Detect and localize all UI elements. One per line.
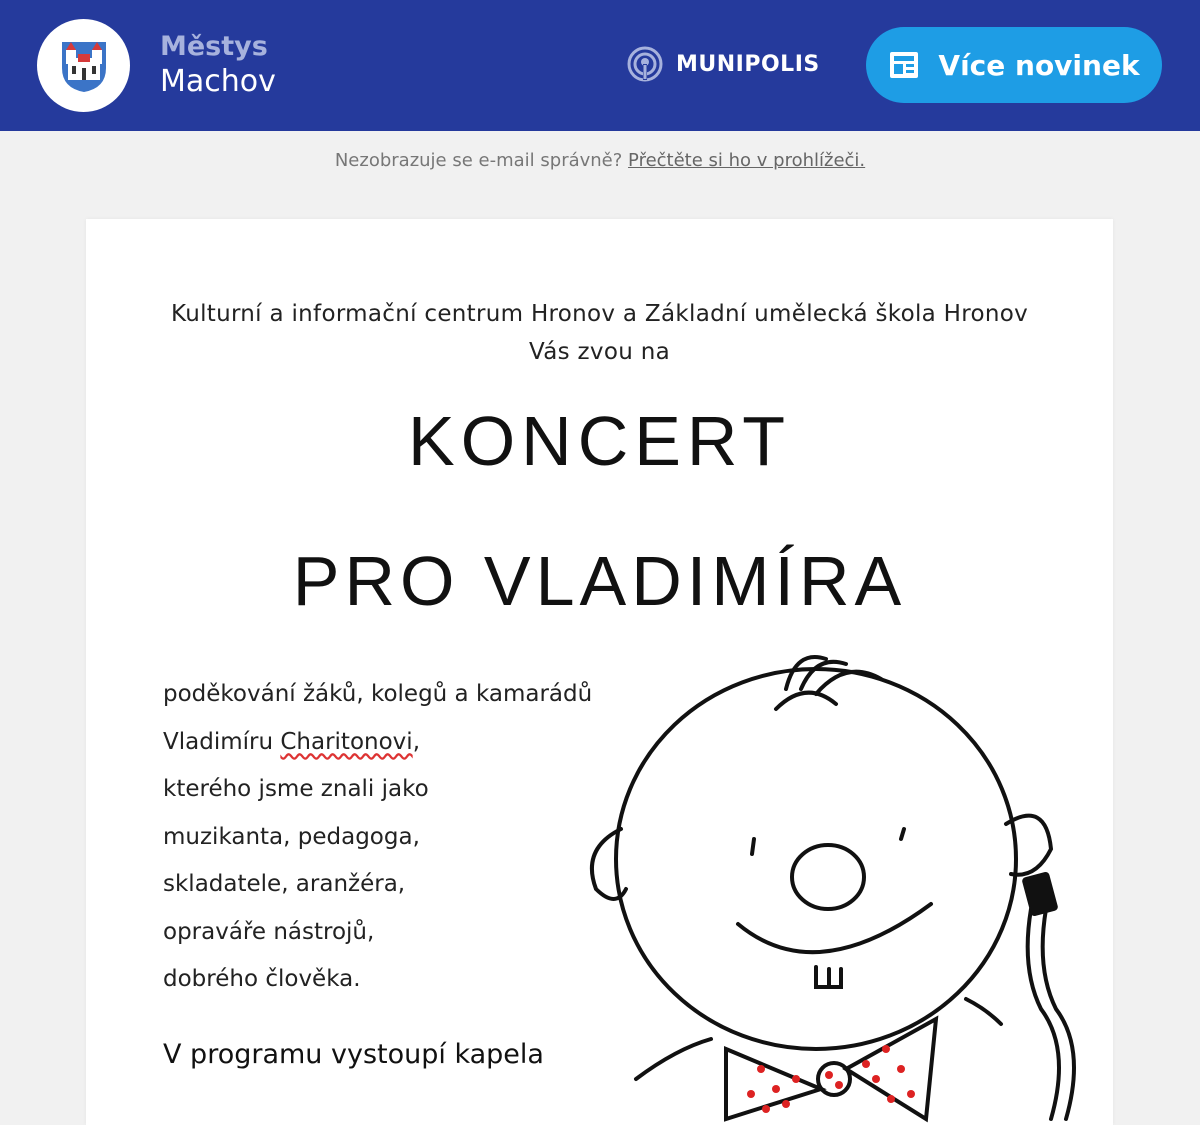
name-charitonov: Charitonovi	[280, 728, 413, 755]
town-logo[interactable]	[37, 19, 130, 112]
poem-line: poděkování žáků, kolegů a kamarádů	[163, 681, 593, 707]
poem-line: Vladimíru Charitonovi,	[163, 728, 420, 755]
broadcast-icon	[626, 45, 664, 83]
newspaper-icon	[888, 50, 920, 80]
cartoon-face-illustration	[526, 649, 1086, 1125]
poster-intro-line-1: Kulturní a informační centrum Hronov a Základní umělecká škola Hronov	[170, 301, 1029, 327]
coat-of-arms-icon	[58, 38, 110, 94]
poem-line: muzikanta, pedagoga,	[163, 823, 420, 850]
more-news-button[interactable]	[866, 27, 1162, 103]
view-in-browser-notice	[0, 150, 1200, 171]
munipolis-label: MUNIPOLIS	[676, 51, 820, 77]
poem-line: skladatele, aranžéra,	[163, 871, 406, 897]
poster-title-line-1: KONCERT	[408, 402, 791, 480]
poem-line: kterého jsme znali jako	[163, 776, 429, 802]
newsletter-card	[86, 219, 1113, 1125]
poem-line: dobrého člověka.	[163, 966, 361, 992]
poster-program-line: V programu vystoupí kapela	[163, 1039, 544, 1070]
view-in-browser-link[interactable]: Přečtěte si ho v prohlížeči.	[628, 150, 866, 171]
brand-bottom-text: Machov	[160, 64, 276, 99]
poster-intro-line-2: Vás zvou na	[529, 339, 670, 365]
more-news-label: Více novinek	[938, 48, 1140, 82]
email-header	[0, 0, 1200, 131]
poster-title-line-2: PRO VLADIMÍRA	[292, 542, 907, 620]
notice-text: Nezobrazuje se e-mail správně?	[334, 150, 629, 171]
munipolis-logo[interactable]	[626, 44, 820, 84]
poem-line: opraváře nástrojů,	[163, 918, 375, 945]
brand-top-text: Městys	[160, 31, 268, 62]
